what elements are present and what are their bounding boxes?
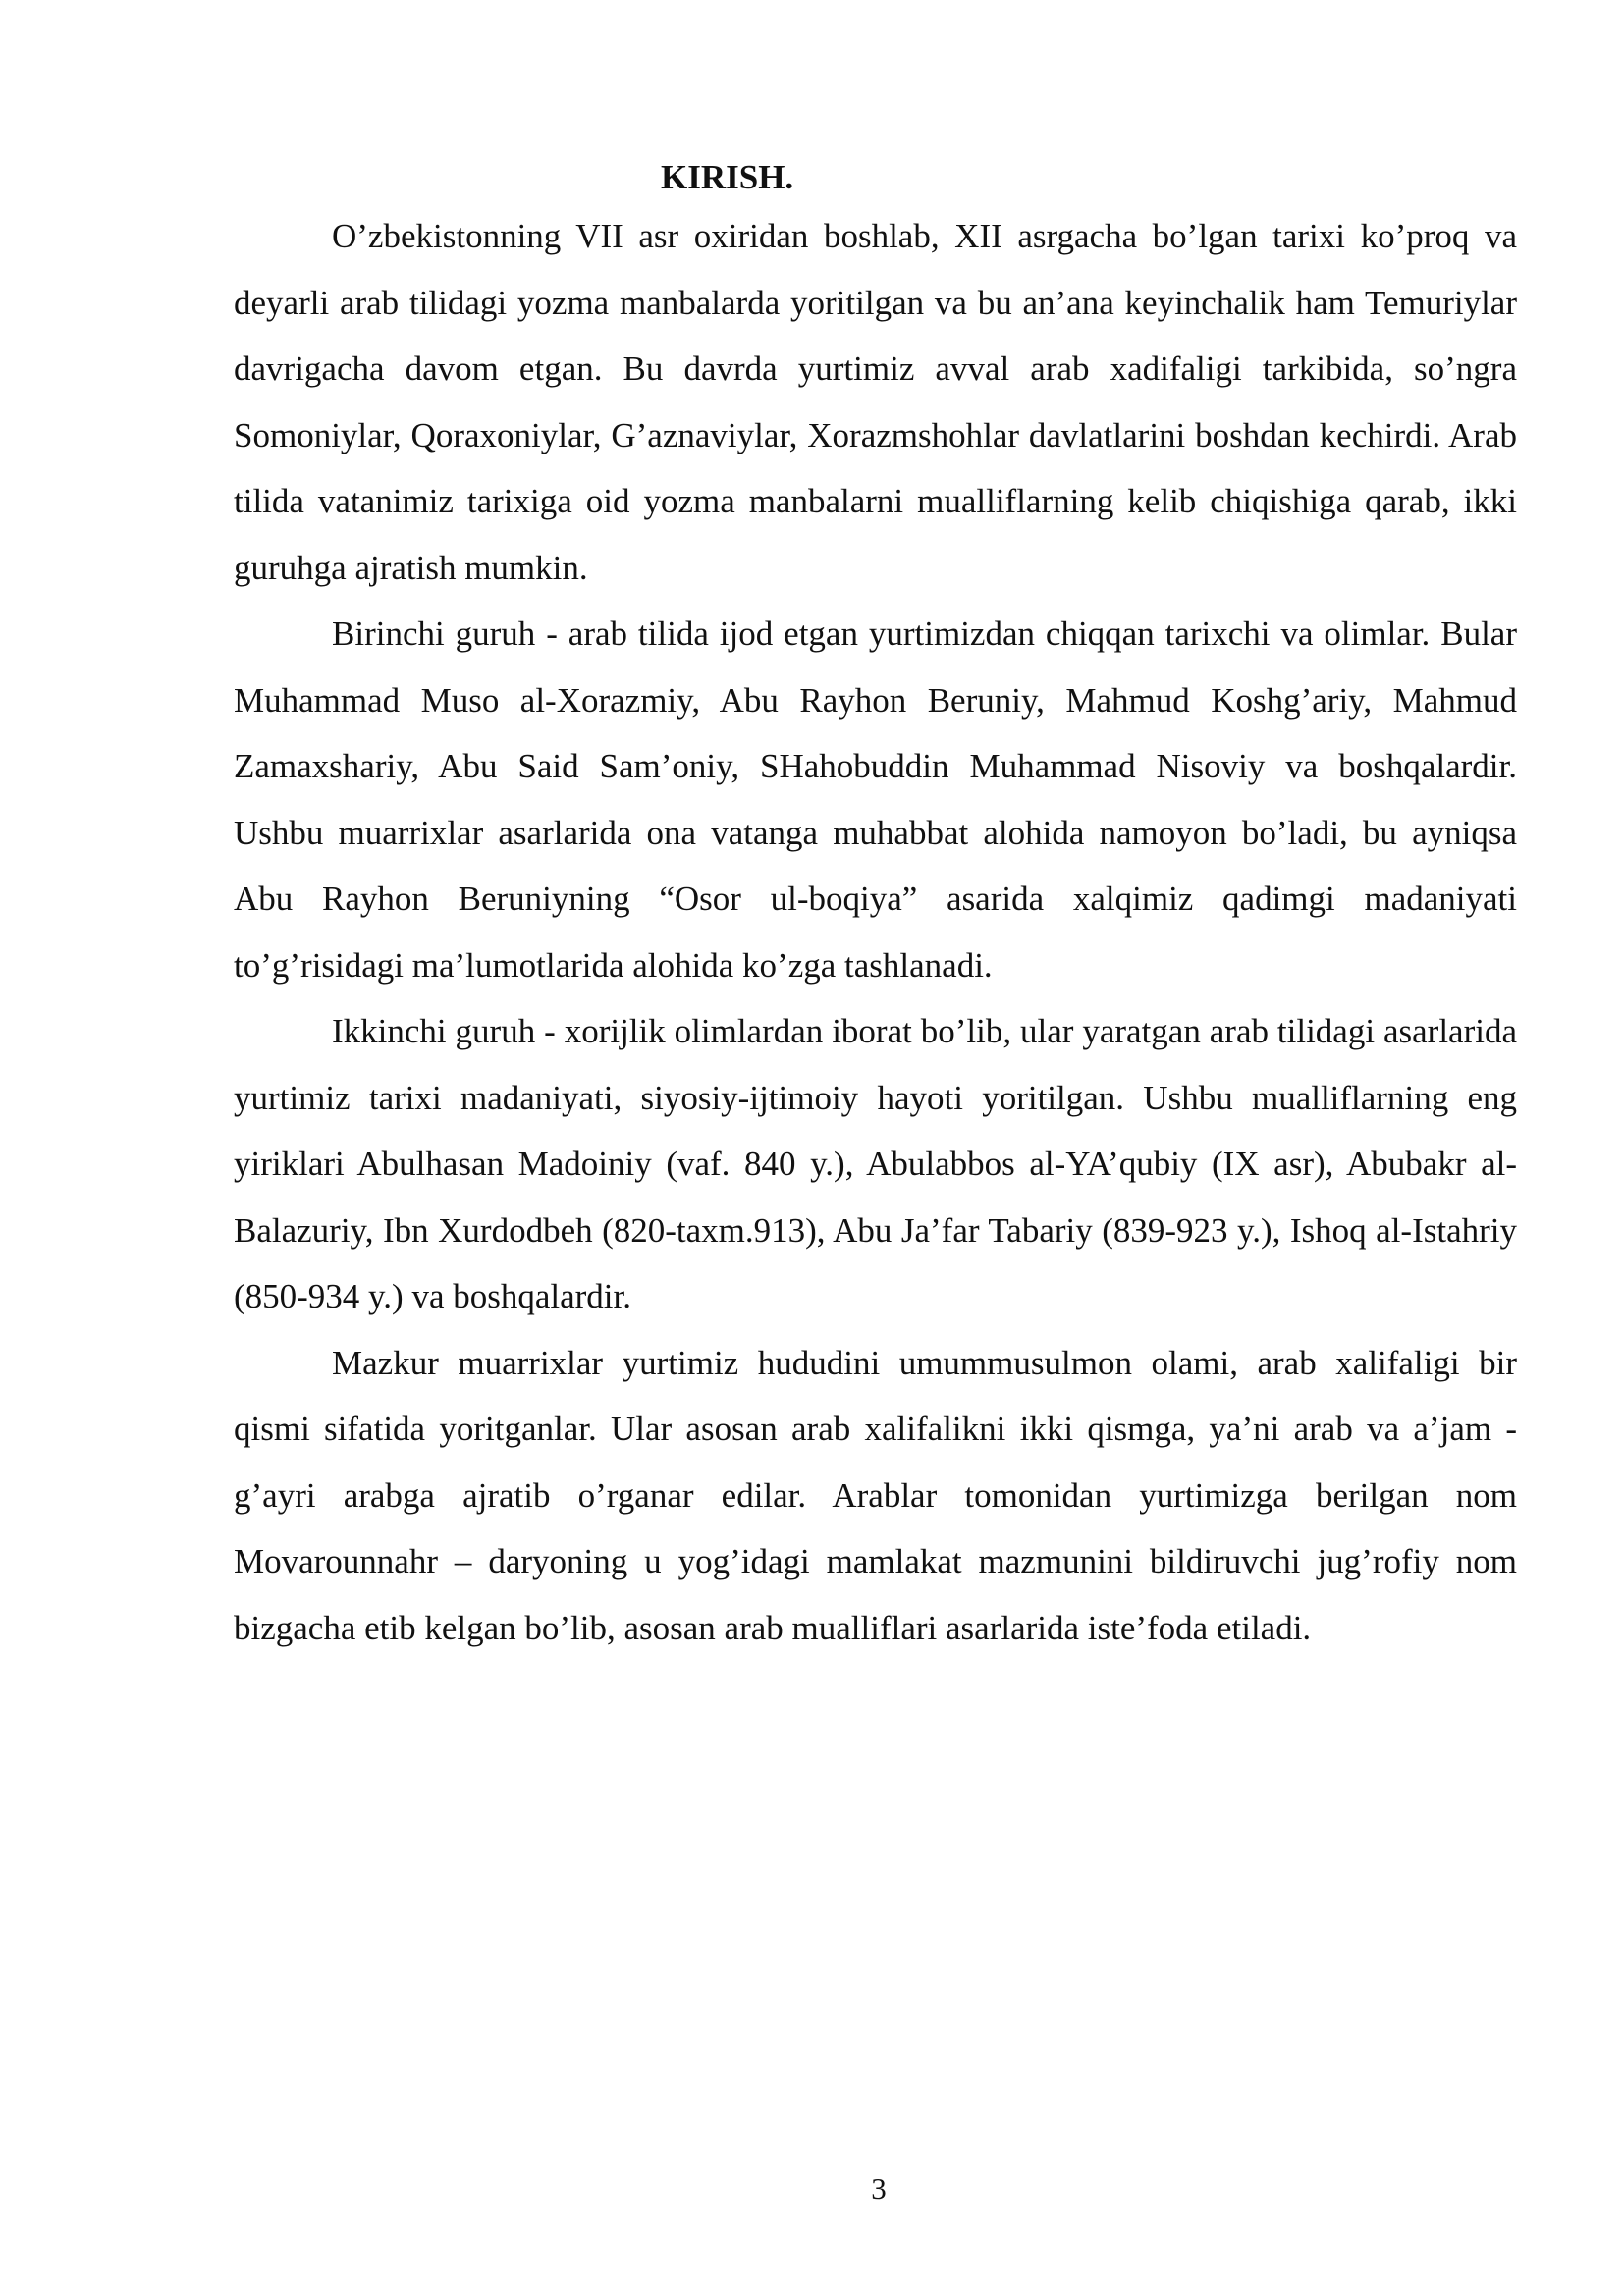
page-number: 3 xyxy=(871,2171,887,2206)
page-body xyxy=(234,152,1517,1661)
section-heading: KIRISH. xyxy=(661,158,794,196)
paragraph-2: Birinchi guruh - arab tilida ijod etgan yurtimizdan chiqqan tarixchi va olimlar. Bular Muhammad Muso al-Xorazmiy, Abu Rayhon Beruniy, Mahmud Koshg’ariy, Mahmud Zamaxshariy, Abu Said Sam’oniy, SHahobuddin Muhammad Nisoviy va boshqalardir. Ushbu muarrixlar asarlarida ona vatanga muhabbat alohida namoyon bo’ladi, bu ayniqsa Abu Rayhon Beruniyning “Osor ul-boqiya” asarida xalqimiz qadimgi madaniyati to’g’risidagi ma’lumotlarida alohida ko’zga tashlanadi. xyxy=(234,614,1517,985)
paragraph-4: Mazkur muarrixlar yurtimiz hududini umummusulmon olami, arab xalifaligi bir qismi sifatida yoritganlar. Ular asosan arab xalifalikni ikki qismga, ya’ni arab va a’jam - g’ayri arabga ajratib o’rganar edilar. Arablar tomonidan yurtimizga berilgan nom Movarounnahr – daryoning u yog’idagi mamlakat mazmunini bildiruvchi jug’rofiy nom bizgacha etib kelgan bo’lib, asosan arab mualliflari asarlarida iste’foda etiladi. xyxy=(234,1343,1517,1647)
paragraph-3: Ikkinchi guruh - xorijlik olimlardan iborat bo’lib, ular yaratgan arab tilidagi asarlarida yurtimiz tarixi madaniyati, siyosiy-ijtimoiy hayoti yoritilgan. Ushbu mualliflarning eng yiriklari Abulhasan Madoiniy (vaf. 840 y.), Abulabbos al-YA’qubiy (IX asr), Abubakr al-Balazuriy, Ibn Xurdodbeh (820-taxm.913), Abu Ja’far Tabariy (839-923 y.), Ishoq al-Istahriy (850-934 y.) va boshqalardir. xyxy=(234,1012,1517,1315)
paragraph-1: O’zbekistonning VII asr oxiridan boshlab, XII asrgacha bo’lgan tarixi ko’proq va deyarli arab tilidagi yozma manbalarda yoritilgan va bu an’ana keyinchalik ham Temuriylar davrigacha davom etgan. Bu davrda yurtimiz avval arab xadifaligi tarkibida, so’ngra Somoniylar, Qoraxoniylar, G’aznaviylar, Xorazmshohlar davlatlarini boshdan kechirdi. Arab tilida vatanimiz tarixiga oid yozma manbalarni mualliflarning kelib chiqishiga qarab, ikki guruhga ajratish mumkin. xyxy=(234,217,1517,587)
